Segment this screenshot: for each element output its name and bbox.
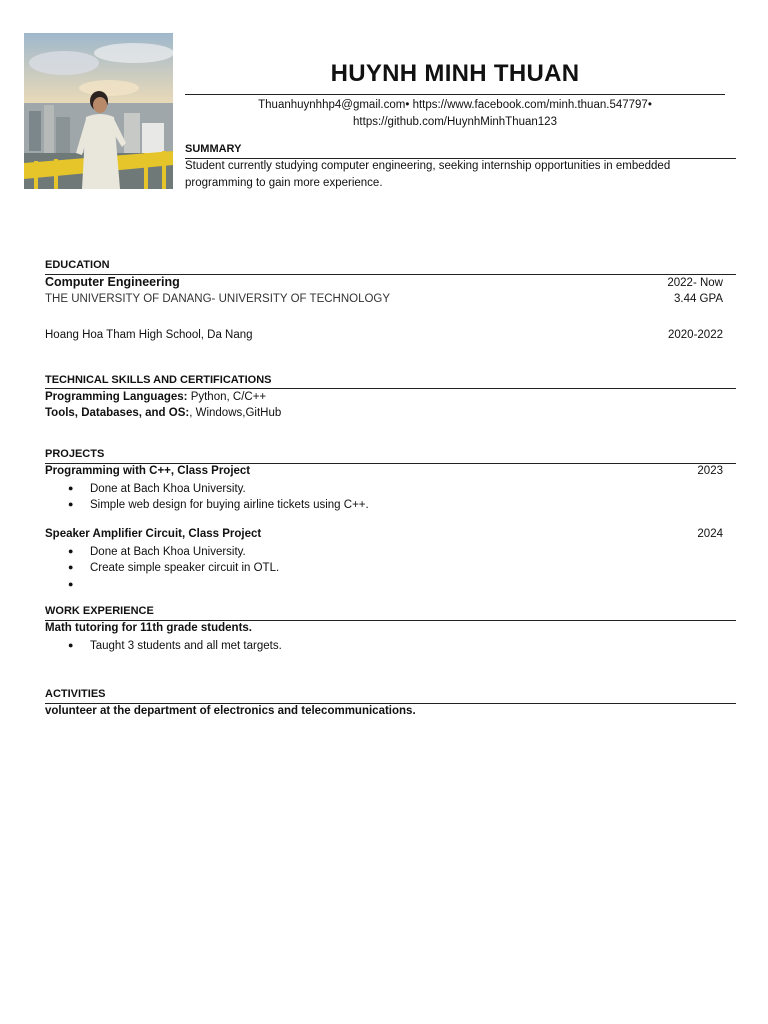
project-title: Speaker Amplifier Circuit, Class Project: [45, 528, 262, 540]
project-year: 2024: [697, 528, 723, 540]
bullet-text: Done at Bach Khoa University.: [90, 483, 246, 495]
project-year: 2023: [697, 465, 723, 477]
list-item: [68, 637, 282, 655]
summary-line-1: Student currently studying computer engineering, seeking internship opportunities in embedded: [185, 160, 671, 172]
contact-line-github[interactable]: https://github.com/HuynhMinhThuan123: [353, 116, 557, 128]
profile-photo: [24, 33, 173, 189]
header-rule: [185, 94, 725, 95]
education-degree-date: 2022- Now: [667, 277, 723, 289]
skills-languages-value: Python, C/C++: [187, 391, 267, 403]
list-item: [68, 576, 90, 594]
list-item: [68, 559, 279, 577]
education-university: THE UNIVERSITY OF DANANG- UNIVERSITY OF TECHNOLOGY: [45, 293, 391, 305]
projects-heading: PROJECTS: [45, 448, 105, 460]
bullet-icon: ●: [68, 499, 74, 509]
skills-languages: [45, 389, 266, 406]
bullet-icon: ●: [68, 483, 74, 493]
skills-tools: [45, 405, 281, 422]
work-role: Math tutoring for 11th grade students.: [45, 622, 253, 634]
education-highschool-date: 2020-2022: [668, 329, 723, 341]
skills-languages-label: Programming Languages:: [45, 391, 188, 403]
education-gpa: 3.44 GPA: [673, 293, 723, 305]
education-highschool: Hoang Hoa Tham High School, Da Nang: [45, 329, 253, 341]
activities-heading: ACTIVITIES: [45, 688, 106, 700]
contact-info: [185, 97, 725, 131]
education-heading: EDUCATION: [45, 259, 110, 271]
bullet-text: Taught 3 students and all met targets.: [90, 640, 282, 652]
contact-line-email-facebook[interactable]: Thuanhuynhhp4@gmail.com• https://www.facebook.com/minh.thuan.547797•: [258, 99, 652, 111]
education-degree: Computer Engineering: [45, 275, 180, 289]
bullet-text: Simple web design for buying airline tickets using C++.: [90, 499, 369, 511]
summary-heading: SUMMARY: [185, 143, 242, 155]
skills-tools-label: Tools, Databases, and OS:: [45, 407, 190, 419]
bullet-icon: ●: [68, 640, 74, 650]
list-item: [68, 496, 369, 514]
activities-item: volunteer at the department of electronics and telecommunications.: [45, 705, 416, 717]
summary-line-2: programming to gain more experience.: [185, 177, 383, 189]
bullet-icon: ●: [68, 562, 74, 572]
bullet-text: Create simple speaker circuit in OTL.: [90, 562, 280, 574]
bullet-text: Done at Bach Khoa University.: [90, 546, 246, 558]
bullet-icon: ●: [68, 546, 74, 556]
bullet-icon: ●: [68, 579, 74, 589]
skills-heading: TECHNICAL SKILLS AND CERTIFICATIONS: [45, 374, 272, 386]
work-heading: WORK EXPERIENCE: [45, 605, 154, 617]
candidate-name: HUYNH MINH THUAN: [330, 60, 580, 87]
skills-tools-value: , Windows,GitHub: [189, 407, 282, 419]
project-title: Programming with C++, Class Project: [45, 465, 251, 477]
